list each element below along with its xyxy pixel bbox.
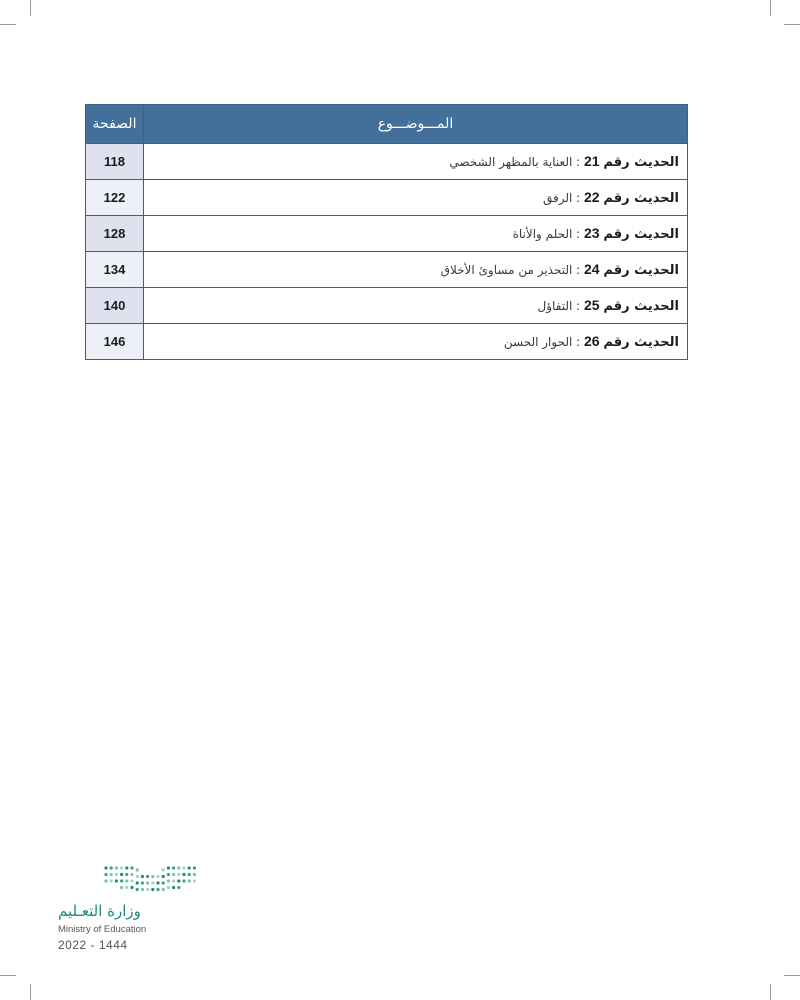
logo-dot	[130, 866, 133, 869]
logo-dot	[162, 881, 165, 884]
crop-mark	[784, 24, 800, 25]
crop-mark	[30, 984, 31, 1000]
logo-dot	[177, 866, 180, 869]
topic-cell	[144, 216, 688, 252]
logo-dot	[156, 875, 159, 878]
logo-dot	[141, 888, 144, 891]
table-row	[86, 144, 688, 180]
table-row	[86, 180, 688, 216]
hadith-number: 24	[584, 261, 600, 277]
topic-cell	[144, 144, 688, 180]
hadith-number: 21	[584, 153, 600, 169]
logo-dot	[120, 886, 123, 889]
hadith-prefix: الحديث رقم	[603, 191, 679, 206]
hadith-number: 25	[584, 297, 600, 313]
topic-cell	[144, 252, 688, 288]
topic-cell	[144, 180, 688, 216]
hadith-title: : العناية بالمظهر الشخصي	[449, 155, 581, 169]
logo-dot	[120, 879, 123, 882]
logo-dot	[188, 879, 191, 882]
hadith-title: : الحلم والأناة	[512, 227, 581, 241]
logo-dot	[177, 879, 180, 882]
crop-mark	[0, 975, 16, 976]
logo-dot	[125, 879, 128, 882]
logo-dot	[130, 879, 133, 882]
logo-dot	[136, 868, 139, 871]
logo-dot	[125, 866, 128, 869]
logo-dot	[177, 873, 180, 876]
crop-mark	[770, 984, 771, 1000]
topic-column-header: المـــوضـــوع	[144, 105, 688, 144]
logo-dot	[125, 886, 128, 889]
logo-dot	[151, 875, 154, 878]
page-number: 122	[86, 180, 144, 216]
page-number: 128	[86, 216, 144, 252]
logo-dot	[136, 888, 139, 891]
logo-dot	[167, 866, 170, 869]
logo-dot	[172, 866, 175, 869]
logo-dot	[141, 875, 144, 878]
logo-dot	[146, 888, 149, 891]
logo-dot	[146, 881, 149, 884]
logo-dot	[162, 875, 165, 878]
crop-mark	[770, 0, 771, 16]
crop-mark	[784, 975, 800, 976]
logo-dot	[141, 881, 144, 884]
logo-dot	[193, 873, 196, 876]
logo-dot	[146, 875, 149, 878]
logo-dot	[120, 866, 123, 869]
logo-dot	[151, 881, 154, 884]
crop-mark	[30, 0, 31, 16]
contents-table	[85, 104, 688, 360]
logo-arabic-text: وزارة التعـليم	[58, 902, 141, 920]
table-header-row	[86, 105, 688, 144]
table-row	[86, 324, 688, 360]
logo-dot	[162, 888, 165, 891]
logo-dot	[104, 866, 107, 869]
hadith-number: 22	[584, 189, 600, 205]
logo-dot	[156, 881, 159, 884]
logo-year-text: 2022 - 1444	[58, 938, 128, 952]
hadith-number: 23	[584, 225, 600, 241]
logo-dot	[104, 879, 107, 882]
hadith-prefix: الحديث رقم	[603, 263, 679, 278]
logo-dot	[172, 886, 175, 889]
hadith-prefix: الحديث رقم	[603, 227, 679, 242]
page-number: 140	[86, 288, 144, 324]
hadith-title: : التفاؤل	[537, 299, 581, 313]
topic-cell	[144, 288, 688, 324]
logo-dot	[110, 879, 113, 882]
logo-dot	[151, 888, 154, 891]
page-number: 146	[86, 324, 144, 360]
logo-dot	[136, 881, 139, 884]
logo-dot	[104, 873, 107, 876]
logo-dot	[162, 868, 165, 871]
logo-dot	[115, 879, 118, 882]
hadith-prefix: الحديث رقم	[603, 299, 679, 314]
logo-dot	[182, 866, 185, 869]
page-number: 134	[86, 252, 144, 288]
logo-dot	[193, 879, 196, 882]
logo-dot	[130, 873, 133, 876]
logo-dots-icon	[102, 864, 202, 894]
logo-dot	[167, 873, 170, 876]
hadith-title: : التحذير من مساوئ الأخلاق	[440, 263, 581, 277]
logo-dot	[110, 873, 113, 876]
logo-dot	[125, 873, 128, 876]
logo-dot	[193, 866, 196, 869]
page-column-header: الصفحة	[86, 105, 144, 144]
page-number: 118	[86, 144, 144, 180]
topic-cell	[144, 324, 688, 360]
logo-dot	[136, 875, 139, 878]
logo-dot	[120, 873, 123, 876]
hadith-title: : الحوار الحسن	[503, 335, 581, 349]
hadith-prefix: الحديث رقم	[603, 335, 679, 350]
logo-dot	[188, 866, 191, 869]
hadith-number: 26	[584, 333, 600, 349]
ministry-logo	[58, 864, 208, 954]
logo-dot	[182, 873, 185, 876]
crop-mark	[0, 24, 16, 25]
logo-dot	[172, 879, 175, 882]
logo-dot	[172, 873, 175, 876]
logo-english-text: Ministry of Education	[58, 924, 147, 935]
logo-dot	[188, 873, 191, 876]
logo-dot	[177, 886, 180, 889]
table-row	[86, 252, 688, 288]
logo-dot	[130, 886, 133, 889]
hadith-prefix: الحديث رقم	[603, 155, 679, 170]
hadith-title: : الرفق	[542, 191, 581, 205]
logo-dot	[167, 879, 170, 882]
logo-dot	[182, 879, 185, 882]
logo-dot	[110, 866, 113, 869]
logo-dot	[167, 886, 170, 889]
table-row	[86, 288, 688, 324]
logo-dot	[115, 873, 118, 876]
table-row	[86, 216, 688, 252]
logo-dot	[156, 888, 159, 891]
logo-dot	[115, 866, 118, 869]
